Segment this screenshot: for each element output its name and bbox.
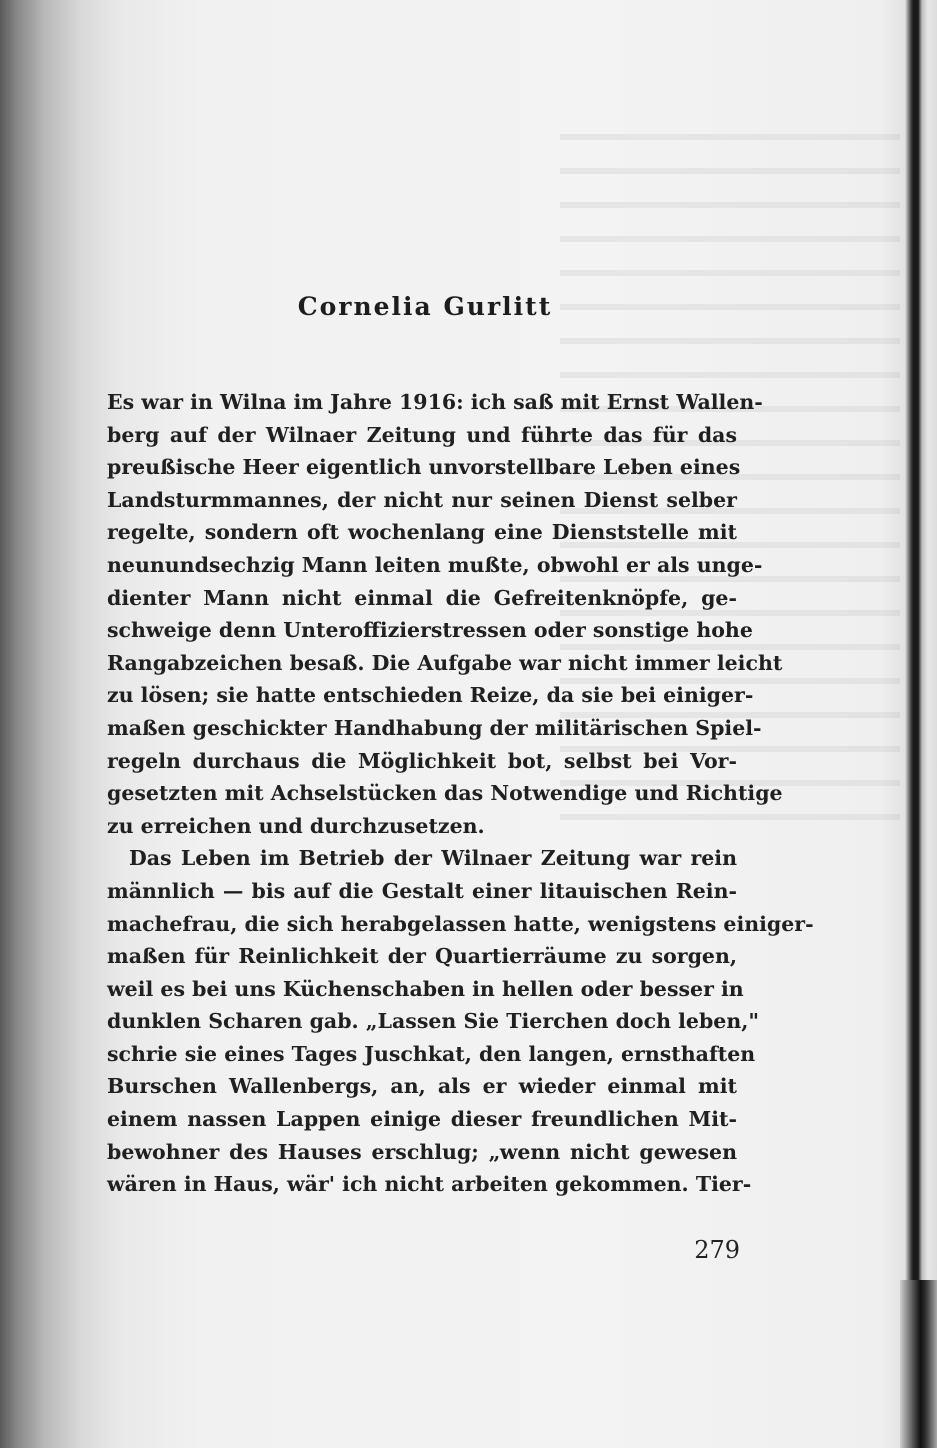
text-line: maßen für Reinlichkeit der Quartierräume zu sorgen, <box>107 944 737 969</box>
text-line: Rangabzeichen besaß. Die Aufgabe war nicht immer leicht <box>107 650 783 675</box>
text-line: dunklen Scharen gab. „Lassen Sie Tierchen doch leben," <box>107 1009 760 1034</box>
text-line: neunundsechzig Mann leiten mußte, obwohl er als unge- <box>107 552 763 577</box>
text-line: Es war in Wilna im Jahre 1916: ich saß mit Ernst Wallen- <box>107 390 763 414</box>
text-line: männlich — bis auf die Gestalt einer litauischen Rein- <box>107 878 737 903</box>
text-line: zu erreichen und durchzusetzen. <box>107 813 485 838</box>
book-spine-shadow <box>900 1280 937 1448</box>
text-line: dienter Mann nicht einmal die Gefreitenknöpfe, ge- <box>107 585 737 610</box>
text-line: Landsturmmannes, der nicht nur seinen Dienst selber <box>107 487 737 512</box>
text-line: preußische Heer eigentlich unvorstellbare Leben eines <box>107 455 741 480</box>
text-line: berg auf der Wilnaer Zeitung und führte das für das <box>107 422 737 447</box>
text-line: regelte, sondern oft wochenlang eine Dienststelle mit <box>107 520 737 545</box>
text-line: einem nassen Lappen einige dieser freundlichen Mit- <box>107 1107 737 1132</box>
body-text <box>107 386 814 1201</box>
text-line: wären in Haus, wär' ich nicht arbeiten gekommen. Tier- <box>107 1172 752 1197</box>
text-line: bewohner des Hauses erschlug; „wenn nicht gewesen <box>107 1139 737 1164</box>
text-line: regeln durchaus die Möglichkeit bot, selbst bei Vor- <box>107 748 737 773</box>
text-line: Das Leben im Betrieb der Wilnaer Zeitung war rein <box>129 846 737 871</box>
text-line: machefrau, die sich herabgelassen hatte, wenigstens einiger- <box>107 911 814 936</box>
text-line: maßen geschickter Handhabung der militärischen Spiel- <box>107 715 762 740</box>
book-spine-edge <box>913 0 918 1448</box>
text-line: gesetzten mit Achselstücken das Notwendige und Richtige <box>107 781 783 806</box>
chapter-title: Cornelia Gurlitt <box>297 292 553 321</box>
text-line: weil es bei uns Küchenschaben in hellen oder besser in <box>107 976 744 1001</box>
page-number: 279 <box>694 1236 740 1264</box>
text-line: zu lösen; sie hatte entschieden Reize, da sie bei einiger- <box>107 683 754 708</box>
text-line: schweige denn Unteroffizierstressen oder sonstige hohe <box>107 618 753 643</box>
text-line: Burschen Wallenbergs, an, als er wieder einmal mit <box>107 1074 737 1099</box>
text-line: schrie sie eines Tages Juschkat, den langen, ernsthaften <box>107 1041 756 1066</box>
